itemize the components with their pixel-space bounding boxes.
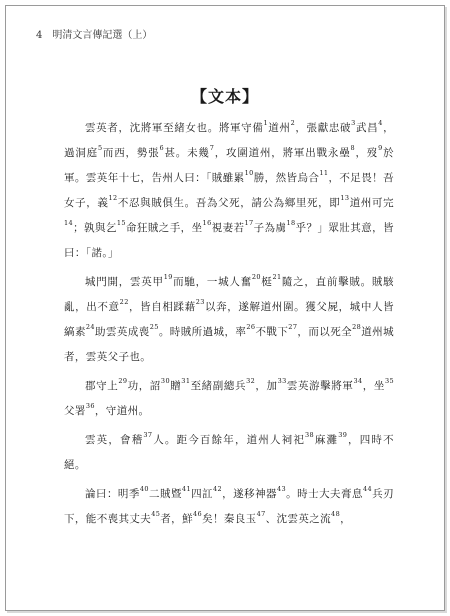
footnote-marker: 44: [362, 485, 373, 493]
footnote-marker: 23: [195, 298, 205, 306]
text-segment: 至緒副總兵: [190, 380, 247, 392]
footnote-marker: 13: [340, 194, 350, 202]
footnote-marker: 2: [290, 119, 296, 127]
text-segment: 矣！秦良玉: [202, 513, 257, 525]
text-segment: 道州城者，雲英父子也。: [64, 326, 395, 363]
text-segment: 梃: [260, 276, 273, 288]
text-segment: ，坐: [362, 380, 385, 392]
footnote-marker: 21: [272, 273, 282, 281]
text-segment: 道州可完: [349, 197, 394, 209]
footnote-marker: 24: [85, 323, 95, 331]
text-segment: 雲英者，沈將軍至緒女也。將軍守備: [85, 122, 264, 134]
footnote-marker: 45: [151, 510, 161, 518]
footnote-marker: 42: [213, 485, 223, 493]
footnote-marker: 4: [378, 119, 383, 127]
footnote-marker: 32: [246, 377, 256, 385]
text-segment: ，歿: [355, 147, 379, 159]
footnote-marker: 31: [181, 377, 191, 385]
footnote-marker: 12: [108, 194, 118, 202]
footnote-marker: 33: [277, 377, 287, 385]
footnote-marker: 36: [85, 402, 95, 410]
footnote-marker: 30: [160, 377, 170, 385]
text-segment: 父署: [64, 405, 86, 417]
text-segment: 隨之，直前擊賊。賊駭亂，出不意: [64, 276, 394, 313]
text-segment: 雲英游擊將軍: [286, 380, 354, 392]
paragraph: [64, 374, 394, 424]
text-segment: 城門開，雲英甲: [85, 276, 164, 288]
text-segment: ，遂移神器: [222, 488, 278, 500]
footnote-marker: 35: [384, 377, 395, 385]
text-segment: 郡守上: [85, 380, 119, 392]
page-frame: [5, 5, 445, 611]
text-segment: ，加: [255, 380, 278, 392]
text-segment: 不戰下: [255, 326, 289, 338]
text-segment: 乎？」眾壯其意，皆曰：「諾。」: [64, 222, 394, 259]
text-segment: 人。距今百餘年，道州人祠祀: [152, 434, 305, 446]
text-segment: ，四時不絕。: [64, 434, 394, 471]
footnote-marker: 46: [192, 510, 203, 518]
book-title: 明清文言傳記選（上）: [52, 30, 153, 41]
text-segment: 以奔，遂解道州圍。獲父屍，城中人皆縞素: [64, 301, 394, 338]
footnote-marker: 41: [181, 485, 191, 493]
footnote-marker: 18: [286, 219, 296, 227]
footnote-marker: 6: [159, 144, 165, 152]
text-segment: 。時士大夫膏息: [286, 488, 363, 500]
footnote-marker: 5: [97, 144, 103, 152]
footnote-marker: 15: [116, 219, 126, 227]
text-segment: 不忍與賊俱生。吾為父死，請公為鄉里死，即: [117, 197, 341, 209]
paragraph: [64, 270, 394, 370]
paragraph: [64, 428, 394, 478]
text-segment: 甚。未幾: [164, 147, 210, 159]
text-segment: ，皆自相蹂藉: [128, 301, 196, 313]
paragraph: [64, 482, 394, 532]
text-segment: 視妻若: [211, 222, 245, 234]
text-segment: 論曰：明季: [85, 488, 140, 500]
footnote-marker: 40: [139, 485, 149, 493]
footnote-marker: 22: [119, 298, 129, 306]
text-segment: 麻灘: [314, 434, 339, 446]
text-segment: 道州: [268, 122, 291, 134]
text-segment: 。時賊所過城，率: [158, 326, 247, 338]
text-segment: 命狂賊之手，坐: [125, 222, 203, 234]
footnote-marker: 25: [149, 323, 159, 331]
footnote-marker: 3: [351, 119, 356, 127]
footnote-marker: 28: [352, 323, 362, 331]
text-segment: ，而以死全: [297, 326, 353, 338]
text-segment: ，不足畏！吾女子，義: [64, 172, 394, 209]
text-segment: 二賊暨: [148, 488, 182, 500]
text-segment: 而西，勢張: [102, 147, 160, 159]
text-segment: 勝，然皆烏合: [253, 172, 320, 184]
footnote-marker: 26: [246, 323, 256, 331]
footnote-marker: 11: [319, 169, 329, 177]
footnote-marker: 27: [288, 323, 298, 331]
paragraph: [64, 116, 394, 266]
text-segment: 贈: [169, 380, 182, 392]
footnote-marker: 20: [251, 273, 261, 281]
text-segment: 助雲英成喪: [94, 326, 150, 338]
text-segment: ，守道州。: [94, 405, 150, 417]
page-number: 4: [36, 30, 43, 41]
footnote-marker: 14: [64, 219, 74, 227]
text-segment: ；孰與乞: [73, 222, 117, 234]
footnote-marker: 43: [277, 485, 287, 493]
footnote-marker: 9: [378, 144, 383, 152]
text-segment: 者，鮮: [160, 513, 193, 525]
text-segment: 武昌: [355, 122, 379, 134]
text-segment: 雲英，會稽: [85, 434, 144, 446]
section-title: 【文本】: [190, 87, 259, 106]
text-segment: 、沈雲英之流: [265, 513, 332, 525]
text-segment: ，張獻忠破: [295, 122, 352, 134]
footnote-marker: 29: [118, 377, 128, 385]
text-segment: 而馳，一城人奮: [172, 276, 252, 288]
footnote-marker: 48: [331, 510, 341, 518]
footnote-marker: 39: [338, 431, 348, 439]
footnote-marker: 19: [163, 273, 173, 281]
text-segment: ，攻圍道州，將軍出戰永壘: [214, 147, 351, 159]
running-header: [36, 26, 152, 41]
footnote-marker: 37: [143, 431, 153, 439]
footnote-marker: 16: [202, 219, 212, 227]
footnote-marker: 38: [305, 431, 315, 439]
text-segment: 兵刃下，能不喪其丈夫: [64, 488, 394, 525]
text-segment: 功，詔: [127, 380, 161, 392]
text-segment: 於軍。雲英年十七，告州人曰：「賊雖累: [64, 147, 394, 184]
footnote-marker: 7: [209, 144, 215, 152]
footnote-marker: 1: [263, 119, 269, 127]
footnote-marker: 47: [256, 510, 266, 518]
text-segment: 四訌: [191, 488, 214, 500]
footnote-marker: 8: [350, 144, 356, 152]
text-segment: ，過洞庭: [64, 122, 394, 159]
footnote-marker: 10: [244, 169, 254, 177]
text-segment: ，: [340, 513, 352, 525]
text-segment: 子為虜: [253, 222, 287, 234]
footnote-marker: 17: [244, 219, 254, 227]
footnote-marker: 34: [353, 377, 363, 385]
main-text: [64, 116, 394, 536]
